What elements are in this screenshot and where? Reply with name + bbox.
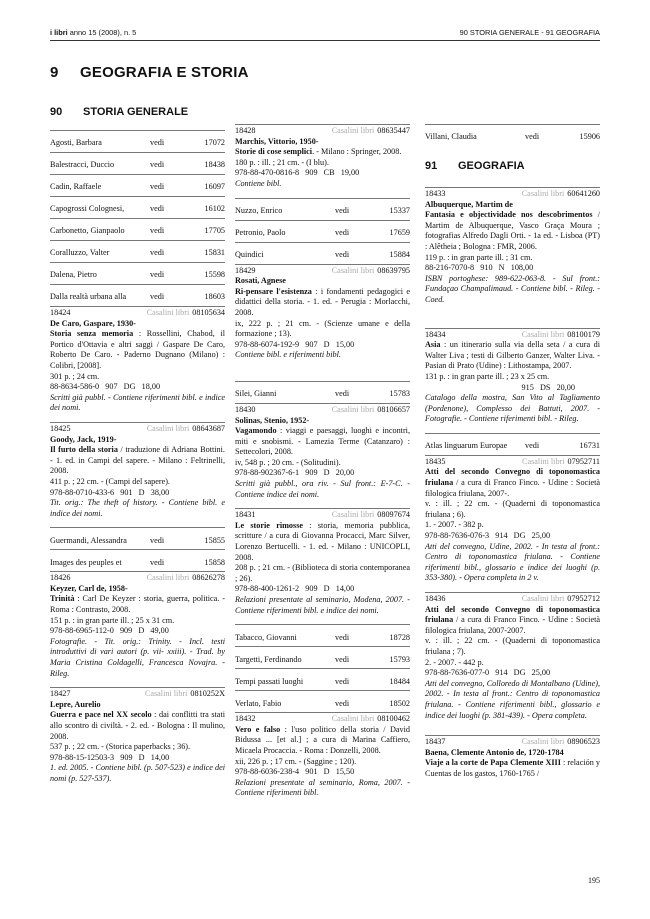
xref-row	[425, 124, 600, 146]
entry-title: Guerra e pace nel XX secolo	[50, 710, 152, 720]
entry-source: Casalini libri	[146, 573, 190, 583]
xref-row	[50, 240, 225, 262]
entry-number: 18432	[235, 714, 256, 724]
entry-header	[50, 573, 225, 584]
xref-name: Verlato, Fabio	[235, 698, 282, 708]
entry-imprint: : l'uso politico della storia / David Bidussa ... [et al.] ; a cura di Marina Caffiero, Micaela Procaccia. - Roma : Donzelli, 2008.	[235, 724, 410, 755]
catalog-entry	[425, 455, 600, 584]
xref-row	[235, 381, 410, 403]
entry-note: Scritti già pubbl. - Contiene riferimenti bibl. e indice dei nomi.	[50, 392, 225, 413]
entry-title-line	[425, 210, 600, 252]
entry-physical: ix, 222 p. ; 21 cm. - (Scienze umane e della formazione ; 13).	[235, 318, 410, 339]
entry-id: 08106657	[377, 404, 410, 414]
entry-volume: 1. - 2007. - 382 p.	[425, 520, 484, 530]
entry-source: Casalini libri	[521, 189, 565, 198]
entry-header	[425, 737, 600, 748]
entry-title: Asia	[425, 340, 441, 350]
xref-name: Capogrossi Colognesi,	[50, 204, 125, 214]
xref-row	[50, 152, 225, 174]
xref-name: Tabacco, Giovanni	[235, 632, 297, 642]
entry-title: Ri-pensare l'esistenza	[235, 286, 312, 296]
entry-header	[235, 714, 410, 725]
entry-number: 18434	[425, 329, 446, 339]
catalog-entry	[425, 328, 600, 425]
entry-source: Casalini libri	[146, 423, 190, 433]
entry-header	[235, 266, 410, 277]
xref-vedi: vedi	[525, 441, 540, 451]
catalog-entry	[425, 735, 600, 779]
xref-name: Cadin, Raffaele	[50, 182, 102, 192]
section-heading-91: 91 GEOGRAFIA	[425, 160, 525, 172]
xref-row	[50, 218, 225, 240]
xref-row	[235, 220, 410, 242]
xref-name: Nuzzo, Enrico	[235, 205, 283, 215]
xref-list-2	[50, 527, 225, 571]
entry-source: Casalini libri	[522, 456, 565, 466]
xref-code: 16097	[204, 182, 225, 192]
entry-imprint: / a cura di Franco Finco. - Udine : Società filologica friulana, 2007-.	[425, 478, 600, 498]
catalog-entry	[425, 592, 600, 721]
entry-imprint: : storia, memoria pubblica, scritture / a cura di Giovanna Procacci, Marc Silver, Lorenzo Bertucelli. - 1. ed. - Milano : UNICOPLI, 2008.	[235, 520, 410, 562]
entry-source: Casalini libri	[521, 737, 565, 747]
xref-row	[50, 196, 225, 218]
xref-row	[235, 198, 410, 220]
xref-name: Coralluzzo, Valter	[50, 248, 110, 258]
xref-row	[50, 262, 225, 284]
xref-vedi: vedi	[150, 160, 165, 170]
xref-vedi: vedi	[335, 389, 350, 399]
xref-vedi: vedi	[150, 248, 165, 258]
entry-title: Viaje a la corte de Papa Clemente XIII	[425, 758, 561, 768]
entry-source: Casalini libri	[521, 329, 565, 339]
entry-isbn: 915 DS 20,00	[521, 382, 575, 392]
header-rule	[50, 40, 600, 41]
entry-imprint: / traduzione di Adriana Bottini. - 1. ed. in Campi del sapere. - Milano : Feltrinelli, 2008.	[50, 445, 225, 476]
xref-row	[50, 284, 225, 306]
xref-code: 17705	[204, 226, 225, 236]
xref-list-5	[235, 624, 410, 712]
entry-source: Casalini libri	[331, 265, 375, 275]
entry-number: 18437	[425, 737, 446, 747]
entry-physical: 119 p. : in gran parte ill. ; 31 cm.	[425, 252, 533, 262]
xref-name: Dalla realtà urbana alla	[50, 292, 127, 302]
catalog-entry	[425, 187, 600, 306]
entry-number: 18427	[50, 689, 71, 699]
entry-title: Vagamondo	[235, 426, 277, 436]
entry-title-line	[425, 605, 600, 637]
xref-vedi: vedi	[150, 138, 165, 148]
entry-header	[50, 689, 225, 700]
entry-source-id	[522, 594, 600, 605]
entry-physical: xii, 226 p. ; 17 cm. - (Saggine ; 120).	[235, 756, 357, 766]
entry-number: 18426	[50, 573, 71, 583]
xref-row	[235, 690, 410, 712]
xref-row	[50, 174, 225, 196]
catalog-entry	[50, 422, 225, 519]
entry-note: Relazioni presentate al seminario, Roma, 2007. - Contiene riferimenti bibl.	[235, 777, 410, 798]
entry-source: Casalini libri	[521, 594, 565, 603]
entry-isbn: 978-88-6036-238-4 901 D 15,50	[235, 767, 355, 777]
xref-code: 18484	[389, 676, 410, 686]
xref-vedi: vedi	[335, 676, 350, 686]
entry-isbn: 978-88-6074-192-9 907 D 15,00	[235, 339, 355, 349]
entry-imprint: . - Milano : Springer, 2008.	[312, 147, 402, 157]
entry-title: Atti del secondo Convegno di toponomastica friulana	[425, 467, 600, 488]
entry-source-id	[522, 330, 600, 341]
entry-imprint: / a cura di Franco Finco. - Udine : Società filologica friulana, 2007-2007.	[425, 615, 600, 635]
catalog-entry	[235, 403, 410, 500]
entry-number: 18431	[235, 510, 256, 520]
xref-vedi: vedi	[150, 182, 165, 192]
entry-title: Atti del secondo Convegno di toponomastica friulana	[425, 604, 600, 625]
entry-title: Trinità	[50, 594, 75, 604]
catalog-entry	[50, 306, 225, 414]
entry-number: 18425	[50, 423, 71, 433]
entry-title: Le storie rimosse	[235, 520, 304, 530]
entry-physical: 180 p. : ill. ; 21 cm. - (I blu).	[235, 157, 329, 167]
entry-number: 18429	[235, 265, 256, 275]
xref-name: Dalena, Pietro	[50, 270, 97, 280]
entry-source-id	[145, 689, 225, 700]
entry-title-line	[235, 521, 410, 563]
entry-number: 18433	[425, 189, 446, 198]
xref-code: 16731	[579, 441, 600, 451]
xref-list-3	[235, 198, 410, 264]
entry-title-line	[235, 725, 410, 757]
entry-id: 08100462	[377, 714, 410, 724]
xref-list-1	[50, 130, 225, 306]
entry-isbn: 978-88-0710-433-6 901 D 38,00	[50, 487, 170, 497]
entry-physical: 131 p. : in gran parte ill. ; 23 x 25 cm.	[425, 371, 550, 381]
entry-author: Lepre, Aurelio	[50, 699, 101, 709]
entry-header	[50, 424, 225, 435]
entry-number: 18424	[50, 308, 71, 317]
xref-name: Silei, Gianni	[235, 389, 277, 399]
entry-id: 08635447	[377, 126, 410, 135]
entry-number: 18430	[235, 404, 256, 414]
xref-list-6	[425, 124, 600, 146]
entry-source-id	[332, 714, 410, 725]
xref-name: Images des peuples et	[50, 557, 122, 567]
entry-imprint: : i fondamenti pedagogici e didattici della storia. - 1. ed. - Perugia : Morlacchi, 2008.	[235, 286, 410, 317]
entry-header	[235, 405, 410, 416]
entry-isbn: 978-88-400-1261-2 909 D 14,00	[235, 584, 355, 594]
page-number: 195	[588, 876, 600, 885]
entry-author: De Caro, Gaspare, 1930-	[50, 318, 136, 328]
xref-code: 15831	[204, 248, 225, 258]
entry-note: Scritti già pubbl., ora riv. - Sul front.: E-7-C. - Contiene indice dei nomi.	[235, 479, 410, 499]
entry-source-id	[522, 189, 600, 200]
entry-id: 08643687	[192, 423, 225, 433]
entry-physical: iv, 548 p. ; 20 cm. - (Solitudini).	[235, 457, 341, 467]
xref-code: 16102	[204, 204, 225, 214]
xref-vedi: vedi	[150, 535, 165, 545]
xref-list-4	[235, 381, 410, 403]
entry-id: 08105634	[192, 308, 225, 317]
entry-header	[235, 126, 410, 137]
entry-physical: v. : ill. ; 22 cm. - (Quaderni di toponomastica friulana ; 7).	[425, 636, 600, 656]
entry-title-line	[425, 758, 600, 779]
entry-source-id	[147, 424, 225, 435]
entry-id: 08100179	[567, 329, 600, 339]
xref-name: Atlas linguarum Europae	[425, 441, 508, 451]
entry-author: Rosati, Agnese	[235, 276, 286, 286]
entry-id: 60641260	[567, 189, 600, 198]
entry-header	[235, 510, 410, 521]
xref-vedi: vedi	[335, 205, 350, 215]
entry-note: Catalogo della mostra, San Vito al Tagliamento (Pordenone), Complesso dei Battuti, 2007. - Fotografie. - Contiene riferimenti bibl. - Rileg.	[425, 393, 600, 424]
section-heading-90: 90 STORIA GENERALE	[50, 106, 189, 118]
entry-source: Casalini libri	[146, 308, 190, 317]
entry-source: Casalini libri	[331, 404, 375, 414]
xref-vedi: vedi	[150, 270, 165, 280]
entry-title-line	[50, 329, 225, 371]
entry-author: Goody, Jack, 1919-	[50, 434, 117, 444]
xref-row	[235, 242, 410, 264]
xref-name: Villani, Claudia	[425, 132, 477, 142]
entry-header	[50, 308, 225, 319]
xref-code: 15884	[389, 249, 410, 259]
xref-name: Carbonetto, Gianpaolo	[50, 226, 125, 236]
entry-title-line	[50, 445, 225, 477]
entry-title-line	[50, 594, 225, 615]
catalog-entry	[235, 124, 410, 190]
entry-imprint: : viaggi e paesaggi, luoghi e incontri, miti e snobismi. - Lamezia Terme (Catanzaro) : Settecolori, 2008.	[235, 426, 410, 457]
column-3	[425, 124, 600, 780]
xref-row	[235, 646, 410, 668]
entry-note: ISBN portoghese: 989-622-063-8. - Sul front.: Fundaçao Champalimaud. - Contiene bibl. - Rileg. - Coed.	[425, 273, 600, 304]
xref-code: 15793	[389, 654, 410, 664]
entry-imprint: / Martim de Albuquerque, Vasco Graça Moura ; fotografias Alfredo Dagli Orti. - 1a ed. - Lisboa (PT) : Alêtheia ; Bologna : FMR, 2006.	[425, 210, 600, 251]
xref-name: Agosti, Barbara	[50, 138, 102, 148]
xref-row	[235, 668, 410, 690]
xref-vedi: vedi	[335, 632, 350, 642]
entry-source: Casalini libri	[331, 714, 375, 724]
entry-id: 07952711	[567, 456, 600, 466]
entry-title: Fantasia e objectividade nos descobrimentos	[425, 210, 593, 220]
running-header-right: 90 STORIA GENERALE - 91 GEOGRAFIA	[459, 28, 600, 37]
entry-source-id	[332, 510, 410, 521]
catalog-entry	[235, 264, 410, 361]
xref-code: 15783	[389, 389, 410, 399]
xref-vedi: vedi	[335, 249, 350, 259]
entry-physical: 301 p. ; 24 cm.	[50, 371, 100, 381]
xref-code: 15906	[579, 132, 600, 142]
entry-imprint: : dai conflitti tra stati allo scontro di civiltà. - 2. ed. - Bologna : Il mulino, 2008.	[50, 710, 225, 741]
entry-note: Atti del convegno, Colloredo di Montalbano (Udine), 2002. - In testa al front.: Centro di toponomastica friulana. - Contiene riferimenti bibl., glossario e indice dei luoghi (p. 381-439). - Opera completa.	[425, 678, 600, 720]
xref-code: 18438	[204, 160, 225, 170]
entry-title: Vero e falso	[235, 724, 281, 734]
entry-title: Il furto della storia	[50, 445, 118, 455]
entry-source-id	[147, 308, 225, 319]
entry-note: Contiene bibl. e riferimenti bibl.	[235, 350, 341, 360]
entry-title-line	[235, 147, 410, 158]
xref-code: 17659	[389, 227, 410, 237]
entry-number: 18436	[425, 594, 446, 603]
xref-code: 15858	[204, 557, 225, 567]
entry-physical: 208 p. ; 21 cm. - (Biblioteca di storia contemporanea ; 26).	[235, 563, 410, 583]
entry-author: Albuquerque, Martim de	[425, 199, 513, 209]
entry-id: 0810252X	[190, 689, 225, 699]
xref-vedi: vedi	[335, 227, 350, 237]
entry-id: 08906523	[567, 737, 600, 747]
column-1	[50, 106, 225, 785]
entry-title-line	[50, 710, 225, 742]
xref-code: 17072	[204, 138, 225, 148]
entry-title-line	[425, 467, 600, 499]
xref-name: Balestracci, Duccio	[50, 160, 115, 170]
entry-imprint: : relación y Cuentas de los gastos, 1760-1765 /	[425, 758, 600, 778]
entry-author: Marchis, Vittorio, 1950-	[235, 136, 319, 146]
catalog-entry	[235, 712, 410, 799]
xref-vedi: vedi	[525, 132, 540, 142]
entry-imprint: : Rossellini, Chabod, il Portico d'Ottavia e altri saggi / Gaspare De Caro, Roberto De Caro. - Paderno Dugnano (Milano) : Colibri, [2008].	[50, 329, 225, 370]
entry-isbn: 978-88-7636-077-0 914 DG 25,00	[425, 668, 551, 678]
entry-source-id	[332, 266, 410, 277]
chapter-title: 9 GEOGRAFIA E STORIA	[50, 64, 249, 81]
entry-id: 08639795	[377, 265, 410, 275]
catalog-entry	[235, 508, 410, 616]
xref-code: 15855	[204, 535, 225, 545]
xref-vedi: vedi	[335, 654, 350, 664]
entry-header	[425, 189, 600, 200]
entry-note: Relazioni presentate al seminario, Modena, 2007. - Contiene riferimenti bibl. e indice dei nomi.	[235, 595, 410, 615]
xref-name: Guermandi, Alessandra	[50, 535, 127, 545]
entry-source-id	[522, 457, 600, 468]
entry-author: Keyzer, Carl de, 1958-	[50, 583, 128, 593]
xref-vedi: vedi	[150, 557, 165, 567]
xref-row	[235, 624, 410, 646]
xref-row	[50, 549, 225, 571]
entry-volume: 2. - 2007. - 442 p.	[425, 657, 484, 667]
entry-imprint: : Carl De Keyzer : storia, guerra, politica. - Roma : Contrasto, 2008.	[50, 594, 225, 615]
xref-name: Targetti, Ferdinando	[235, 654, 302, 664]
entry-source-id	[332, 405, 410, 416]
entry-author: Solinas, Stenio, 1952-	[235, 415, 310, 425]
entry-title: Storia senza memoria	[50, 329, 134, 339]
entry-header	[425, 457, 600, 468]
running-header-left: i libri anno 15 (2008), n. 5	[50, 28, 137, 37]
entry-header	[425, 330, 600, 341]
xref-row	[50, 130, 225, 152]
entry-isbn: 978-88-15-12503-3 909 D 14,00	[50, 752, 170, 762]
entry-title: Storie di cose semplici	[235, 147, 313, 157]
xref-code: 18502	[389, 698, 410, 708]
entry-physical: 411 p. ; 22 cm. - (Campi del sapere).	[50, 476, 170, 486]
xref-code: 15598	[204, 270, 225, 280]
entry-note: Contiene bibl.	[235, 178, 282, 188]
entry-source: Casalini libri	[331, 126, 375, 135]
xref-vedi: vedi	[150, 226, 165, 236]
entry-physical: v. : ill. ; 22 cm. - (Quaderni di toponomastica friulana ; 6).	[425, 499, 600, 519]
xref-vedi: vedi	[150, 292, 165, 302]
xref-code: 15337	[389, 205, 410, 215]
xref-name: Petronio, Paolo	[235, 227, 286, 237]
entry-note: Tit. orig.: The theft of history. - Contiene bibl. e indice dei nomi.	[50, 498, 225, 518]
entry-source: Casalini libri	[331, 510, 375, 520]
entry-note: Atti del convegno, Udine, 2002. - In testa al front.: Centro di toponomastica friulana. - Contiene riferimenti bibl., glossario e indice dei luoghi (p. 353-380). - Opera completa in 2 v.	[425, 541, 600, 583]
entry-physical: 151 p. : in gran parte ill. ; 25 x 31 cm.	[50, 615, 175, 625]
xref-list-7	[425, 433, 600, 455]
catalog-entry	[50, 571, 225, 679]
catalog-entry	[50, 687, 225, 784]
xref-code: 18728	[389, 632, 410, 642]
entry-source-id	[147, 573, 225, 584]
entry-title-line	[235, 287, 410, 319]
entry-isbn: 978-88-6965-112-0 909 D 49,00	[50, 626, 169, 636]
entry-source: Casalini libri	[144, 689, 188, 699]
xref-name: Tempi passati luoghi	[235, 676, 304, 686]
entry-author: Baena, Clemente Antonio de, 1720-1784	[425, 747, 564, 757]
entry-isbn: 88-8634-586-0 907 DG 18,00	[50, 382, 161, 392]
entry-number: 18435	[425, 456, 446, 466]
xref-code: 18603	[204, 292, 225, 302]
xref-vedi: vedi	[150, 204, 165, 214]
entry-title-line	[425, 340, 600, 372]
entry-header	[425, 594, 600, 605]
xref-vedi: vedi	[335, 698, 350, 708]
entry-title-line	[235, 426, 410, 458]
xref-row	[425, 433, 600, 455]
entry-source-id	[522, 737, 600, 748]
column-2	[235, 124, 410, 799]
entry-id: 08626278	[192, 573, 225, 583]
entry-id: 07952712	[567, 594, 600, 603]
entry-note: 1. ed. 2005. - Contiene bibl. (p. 507-523) e indice dei nomi (p. 527-537).	[50, 763, 225, 783]
entry-isbn: 978-88-902367-6-1 909 D 20,00	[235, 468, 355, 478]
entry-number: 18428	[235, 126, 256, 135]
entry-isbn: 88-216-7070-8 910 N 108,00	[425, 263, 534, 273]
entry-id: 08097674	[377, 510, 410, 520]
entry-note: Fotografie. - Tit. orig.: Trinity. - Incl. testi introduttivi di vari autori (p. vii- xxiii). - Trad. by Maria Cristina Coldagelli, Francesca Novajra. - Rileg.	[50, 636, 225, 678]
entry-isbn: 978-88-7636-076-3 914 DG 25,00	[425, 531, 551, 541]
entry-imprint: : un itinerario sulla via della seta / a cura di Walter Liva ; testi di Gilberto Ganzer, Walter Liva. - Pasian di Prato (Udine) : Lithostampa, 2007.	[425, 340, 600, 371]
xref-row	[50, 527, 225, 549]
entry-source-id	[332, 126, 410, 137]
entry-isbn: 978-88-470-0816-8 909 CB 19,00	[235, 168, 360, 178]
xref-name: Quindici	[235, 249, 264, 259]
entry-physical: 537 p. ; 22 cm. - (Storica paperbacks ; 36).	[50, 742, 191, 752]
